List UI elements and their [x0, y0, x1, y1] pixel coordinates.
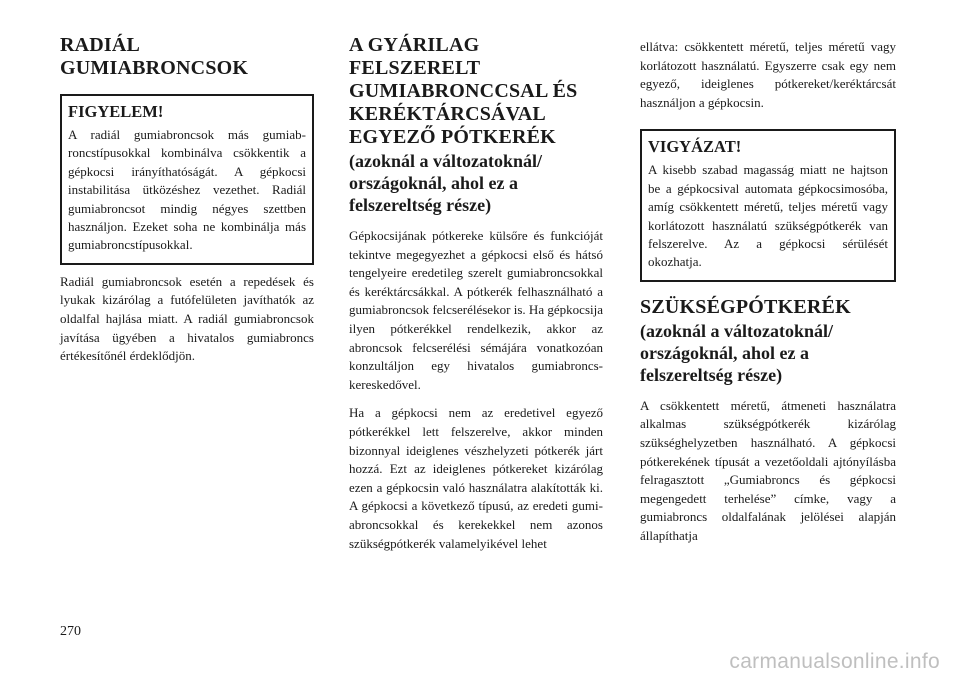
radial-tires-paragraph: Radiál gumiabroncsok esetén a repedések és lyukak kizárólag a futófelületen javíthatók az oldalfal hajlása miatt. A radiál gumiabroncsok javítása ügyében a hivatalos gumiabroncs értékesítőnél érdeklődjön. [60, 273, 314, 364]
caution-title: VIGYÁZAT! [648, 137, 742, 157]
compact-spare-paragraph: A csökkentett méretű, átmeneti használatra alkalmas szükségpótkerék kizárólag szükséghelyzetben használható. A gépkocsi pótkerekének típusát a vezetőoldali ajtónyílásba felragasztott „Gumiabroncs és gépkocsi megengedett terhelése” címke, vagy a gumiabroncs oldalfalának jelölései alapján állapíthatja [640, 397, 896, 543]
warning-text: A radiál gumiabroncsok más gumiabroncstípusokkal kombinálva csökkentik a gépkocsi irányíthatóságát. A gépkocsi instabilitása ütközéshez vezethet. Radiál gumiabroncsot mindig négyes szettben használjon. Ezeket soha ne kombinálja más gumiabroncstípusokkal. [68, 127, 306, 253]
section-subheading-availability: (azoknál a változatoknál/ országoknál, ahol ez a felszereltség része) [349, 151, 543, 215]
watermark: carmanualsonline.info [729, 650, 940, 673]
section-heading-compact-spare: SZÜKSÉGPÓTKERÉK [640, 295, 851, 318]
warning-title: FIGYELEM! [68, 102, 164, 121]
caution-box [640, 129, 896, 281]
spare-types-paragraph: ellátva: csökkentett méretű, teljes méretű vagy korlátozott használatú. Egyszerre csak egy nem egyező, ideiglenes pótkereket/keréktárcsát használjon a gépkocsin. [640, 39, 896, 110]
warning-box [60, 94, 314, 265]
section-heading-matching-spare: A GYÁRILAG FELSZERELT GUMIABRONCCSAL ÉS KERÉKTÁRCSÁVAL EGYEZŐ PÓTKERÉK [349, 34, 578, 148]
right-column [640, 28, 896, 546]
section-subheading-availability-2: (azoknál a változatoknál/ országoknál, ahol ez a felszereltség része) [640, 320, 834, 385]
matching-spare-paragraph-1: Gépkocsijának pótkereke külsőre és funkcióját tekintve megegyezhet a gépkocsi első és hátsó tengelyeire eredetileg szerelt gumiabroncsokkal és keréktárcsákkal. A pótkerék felhasználható a gumiabroncsok felcserélésekor is. Ha gépkocsija ilyen pótkerékkel rendelkezik, akkor az abroncsok felcserélési sémájára vonatkozóan konzultáljon egy hivatalos gumiabroncs-kereskedővel. [349, 228, 603, 392]
page-number: 270 [60, 624, 81, 639]
section-heading-radial-tires: RADIÁL GUMIABRONCSOK [60, 34, 249, 79]
middle-column [349, 34, 603, 553]
caution-text: A kisebb szabad magasság miatt ne hajtson be a gépkocsival automata gépkocsimosóba, amíg csökkentett méretű, teljes méretű vagy korlátozott használatú szükségpótkerék van felszerelve. Az a gépkocsi sérülését okozhatja. [648, 162, 888, 270]
left-column [60, 34, 314, 366]
matching-spare-paragraph-2: Ha a gépkocsi nem az eredetivel egyező pótkerékkel lett felszerelve, akkor minden bizonnyal ideiglenes vészhelyzeti pótkerék járt hozzá. Ezt az ideiglenes pótkereket kizárólag ezen a gépkocsin való használatra alakították ki. A gépkocsi a következő típusú, az eredeti gumiabroncsokkal és kerekekkel nem azonos szükségpótkerék valamelyikével lehet [349, 405, 603, 551]
